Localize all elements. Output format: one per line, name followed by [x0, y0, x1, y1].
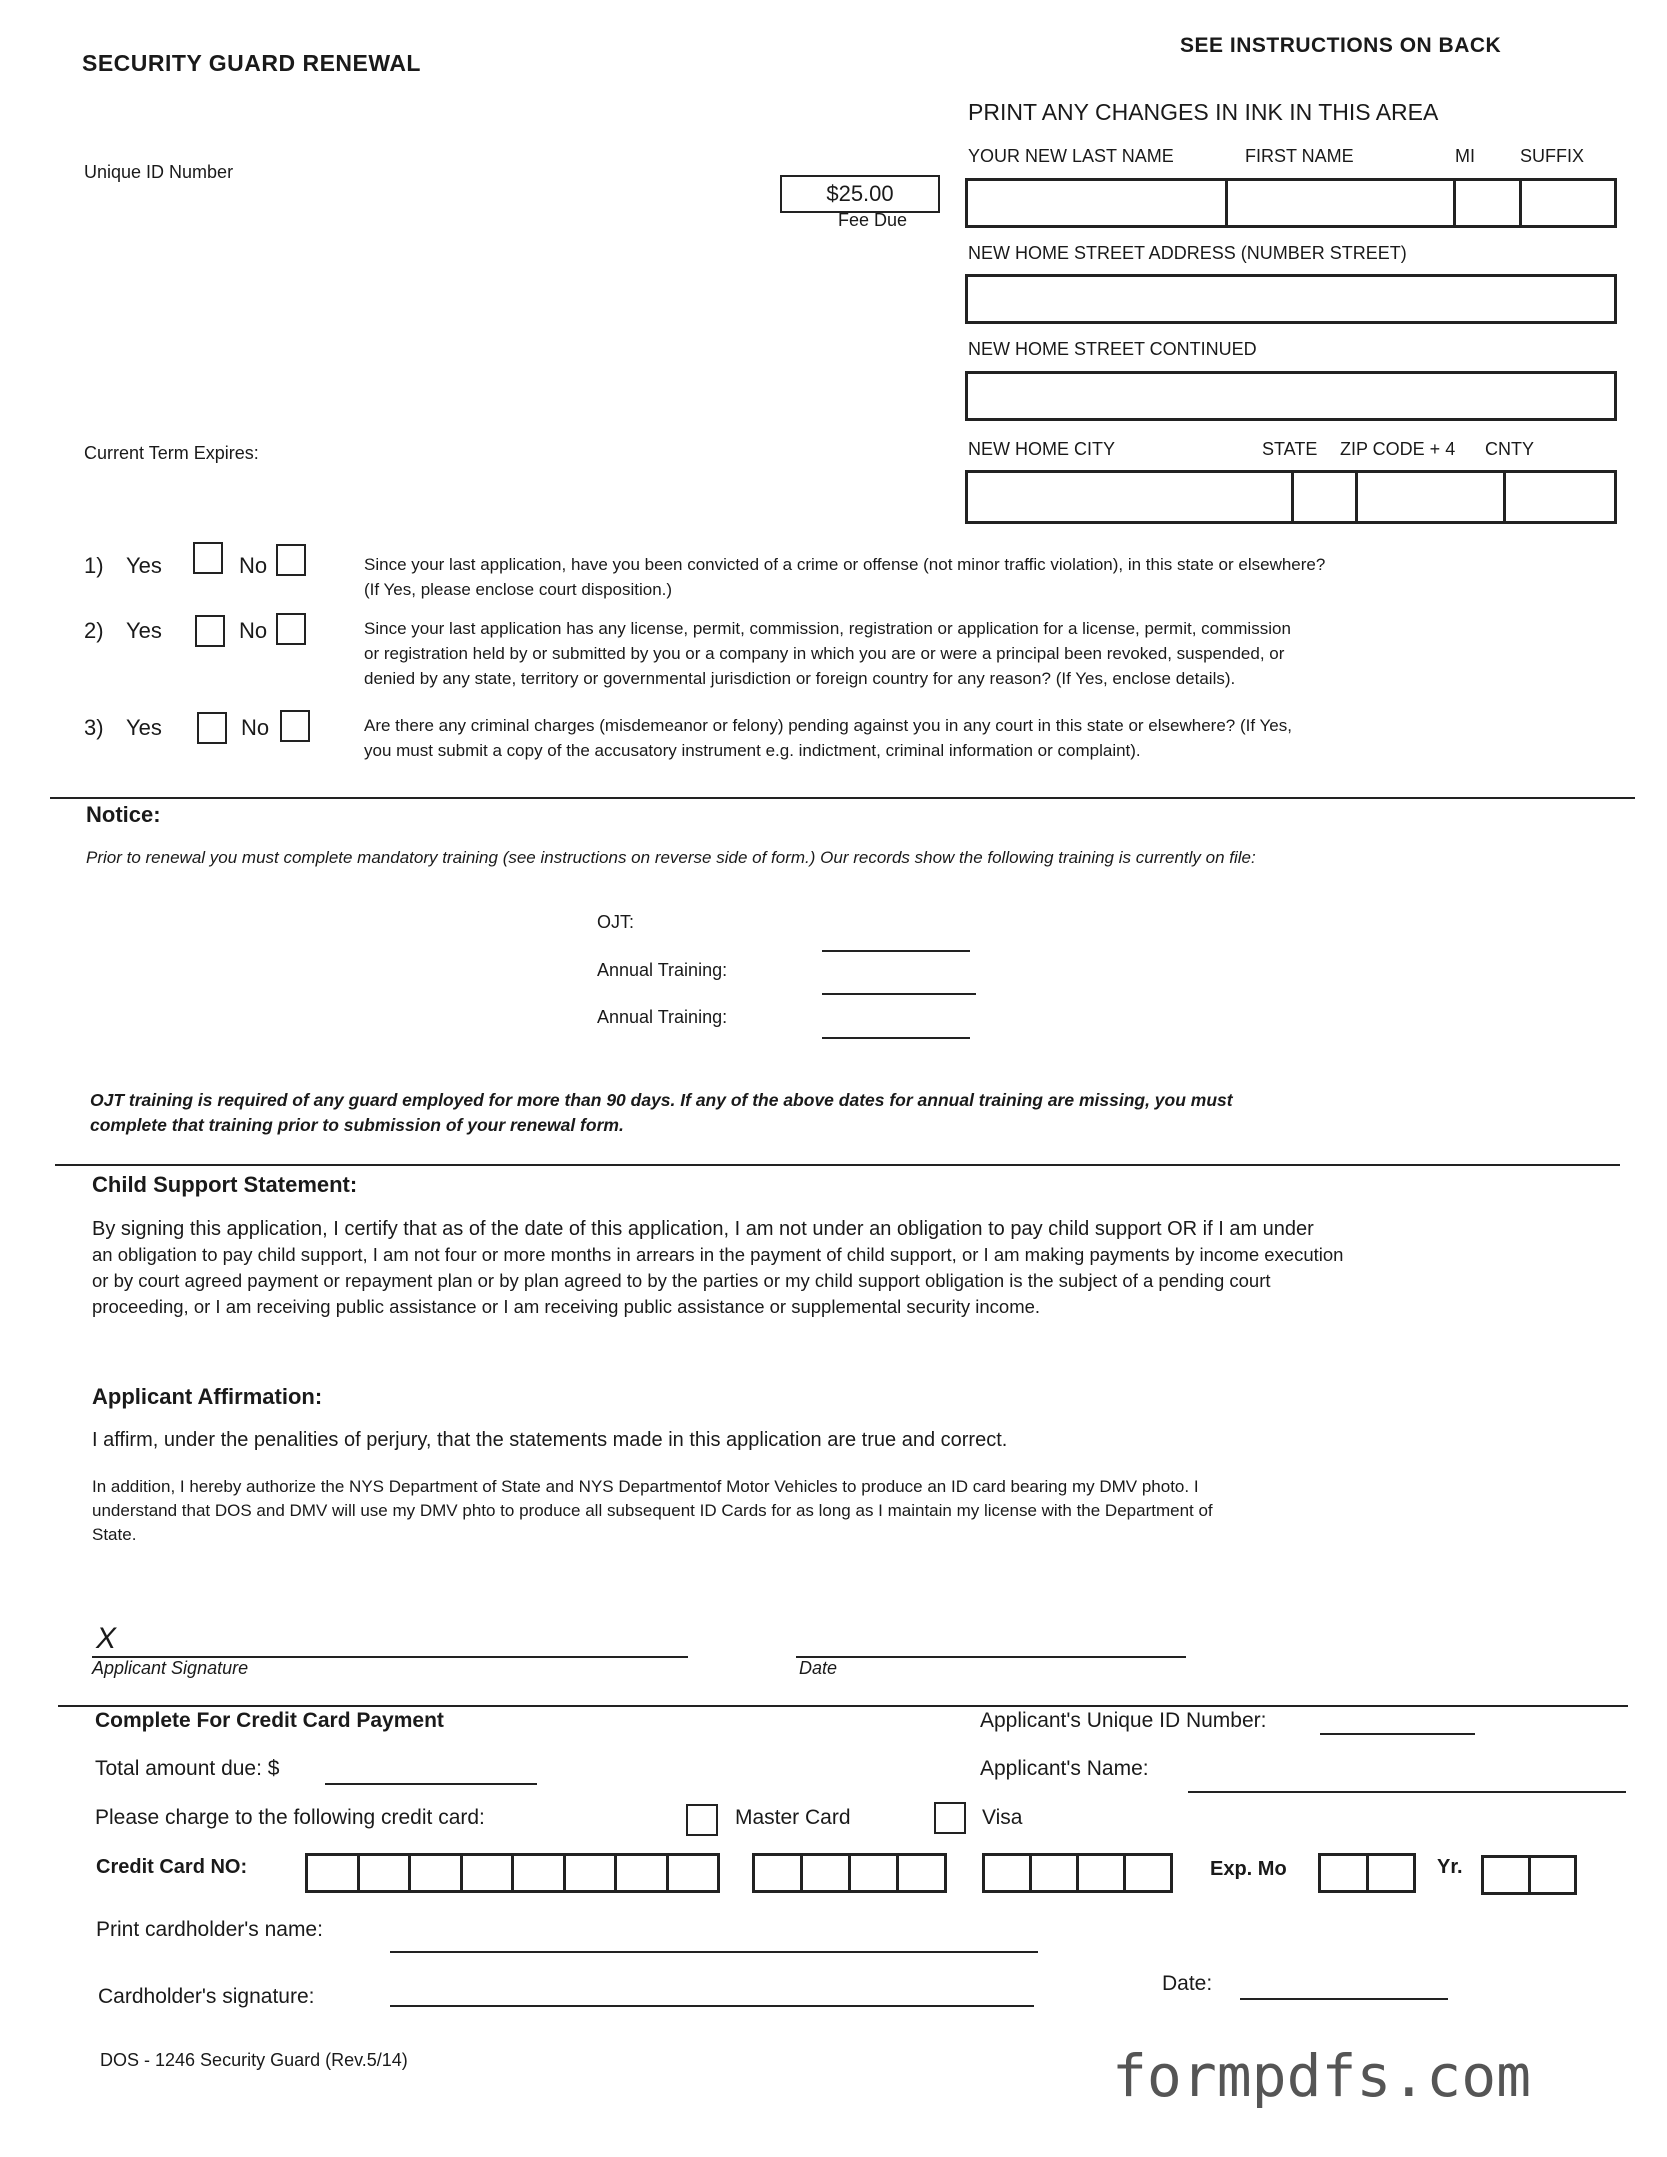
first-name-input[interactable] [1228, 181, 1456, 225]
question-2-yes-checkbox[interactable] [195, 615, 225, 647]
cardholder-signature-label: Cardholder's signature: [98, 1985, 315, 2008]
exp-month-label: Exp. Mo [1210, 1858, 1287, 1880]
city-input[interactable] [968, 473, 1294, 521]
cnty-label: CNTY [1485, 439, 1534, 459]
affirmation-statement: I affirm, under the penalities of perjury, that the statements made in this application are true and correct. [92, 1429, 1008, 1451]
question-3-yes-label: Yes [126, 715, 162, 740]
question-2-line3: denied by any state, territory or governmental jurisdiction or foreign country for any reason? (If Yes, enclose details). [364, 669, 1236, 688]
annual-training-2-line[interactable] [822, 1037, 970, 1039]
question-1-line2: (If Yes, please enclose court disposition.) [364, 580, 673, 599]
mastercard-label: Master Card [735, 1806, 851, 1829]
child-support-heading: Child Support Statement: [92, 1172, 358, 1197]
child-support-line3: or by court agreed payment or repayment plan or by plan agreed to by the parties or my child support obligation is the subject of a pending court [92, 1270, 1271, 1291]
affirmation-authorization [92, 1475, 1612, 1547]
state-label: STATE [1262, 439, 1318, 459]
affirmation-line1: In addition, I hereby authorize the NYS Department of State and NYS Departmentof Motor Vehicles to produce an ID card bearing my DMV photo. I [92, 1477, 1199, 1496]
question-2-num: 2) [84, 618, 104, 643]
street-label: NEW HOME STREET ADDRESS (NUMBER STREET) [968, 243, 1407, 263]
payment-heading: Complete For Credit Card Payment [95, 1709, 444, 1732]
question-2-text [364, 616, 1504, 691]
suffix-input[interactable] [1522, 181, 1614, 225]
cc-group-1[interactable] [305, 1853, 720, 1893]
fee-amount: $25.00 [826, 181, 894, 206]
signature-x-mark: X [96, 1622, 117, 1655]
question-1-line1: Since your last application, have you been convicted of a crime or offense (not minor traffic violation), in this state or elsewhere? [364, 555, 1326, 574]
print-cardholder-line[interactable] [390, 1951, 1038, 1953]
street-input[interactable] [965, 274, 1617, 324]
street-cont-label: NEW HOME STREET CONTINUED [968, 339, 1257, 359]
question-1-yes-checkbox[interactable] [193, 542, 223, 574]
date-label: Date [799, 1658, 838, 1678]
cnty-input[interactable] [1506, 473, 1614, 521]
notice-heading: Notice: [86, 802, 161, 827]
question-3-no-label: No [241, 715, 270, 740]
city-fields[interactable] [965, 470, 1617, 524]
divider-3 [58, 1705, 1628, 1707]
affirmation-line2: understand that DOS and DMV will use my DMV phto to produce all subsequent ID Cards for as long as I maintain my license with the Department of [92, 1501, 1213, 1520]
last-name-input[interactable] [968, 181, 1228, 225]
applicant-name-line[interactable] [1188, 1791, 1626, 1793]
payment-date-line[interactable] [1240, 1998, 1448, 2000]
total-amount-label: Total amount due: $ [95, 1757, 280, 1780]
instructions-note: SEE INSTRUCTIONS ON BACK [1180, 34, 1502, 57]
question-3-line2: you must submit a copy of the accusatory instrument e.g. indictment, criminal information or complaint). [364, 741, 1141, 760]
question-3-line1: Are there any criminal charges (misdemeanor or felony) pending against you in any court in this state or elsewhere? (If Yes, [364, 716, 1292, 735]
question-2-no-checkbox[interactable] [276, 613, 306, 645]
ojt-label: OJT: [597, 912, 635, 932]
payment-date-label: Date: [1162, 1972, 1213, 1995]
fee-box [780, 175, 940, 213]
last-name-label: YOUR NEW LAST NAME [968, 146, 1174, 166]
first-name-label: FIRST NAME [1245, 146, 1354, 166]
visa-label: Visa [982, 1806, 1023, 1829]
annual-training-1-line[interactable] [822, 993, 976, 995]
credit-card-label: Credit Card NO: [96, 1856, 248, 1878]
question-1-text [364, 552, 1504, 602]
form-id: DOS - 1246 Security Guard (Rev.5/14) [100, 2050, 408, 2070]
watermark: formpdfs.com [1112, 2042, 1532, 2110]
term-expires-label: Current Term Expires: [84, 443, 259, 463]
ojt-warning-line1: OJT training is required of any guard employed for more than 90 days. If any of the above dates for annual training are missing, you must [90, 1090, 1233, 1110]
exp-year-label: Yr. [1437, 1856, 1463, 1878]
zip-input[interactable] [1358, 473, 1506, 521]
cc-group-2[interactable] [752, 1853, 947, 1893]
applicant-name-label: Applicant's Name: [980, 1757, 1149, 1780]
annual-training-1-label: Annual Training: [597, 960, 728, 980]
print-cardholder-label: Print cardholder's name: [96, 1918, 323, 1941]
question-3-num: 3) [84, 715, 104, 740]
child-support-line2: an obligation to pay child support, I am not four or more months in arrears in the payment of child support, or I am making payments by income execution [92, 1244, 1344, 1265]
exp-month-boxes[interactable] [1318, 1853, 1416, 1893]
visa-checkbox[interactable] [934, 1802, 966, 1834]
annual-training-2-label: Annual Training: [597, 1007, 728, 1027]
question-3-yes-checkbox[interactable] [197, 712, 227, 744]
name-fields[interactable] [965, 178, 1617, 228]
question-3-text [364, 713, 1504, 763]
ojt-line[interactable] [822, 950, 970, 952]
changes-heading: PRINT ANY CHANGES IN INK IN THIS AREA [968, 99, 1439, 125]
affirmation-line3: State. [92, 1525, 137, 1544]
question-3-no-checkbox[interactable] [280, 710, 310, 742]
unique-id-label: Unique ID Number [84, 162, 234, 182]
mi-label: MI [1455, 146, 1475, 166]
child-support-line1: By signing this application, I certify that as of the date of this application, I am not under an obligation to pay child support OR if I am under [92, 1218, 1314, 1240]
ojt-warning [90, 1088, 1233, 1138]
question-2-yes-label: Yes [126, 618, 162, 643]
state-input[interactable] [1294, 473, 1358, 521]
question-2-no-label: No [239, 618, 268, 643]
street-cont-input[interactable] [965, 371, 1617, 421]
question-1-num: 1) [84, 553, 104, 578]
notice-text: Prior to renewal you must complete mandatory training (see instructions on reverse side of form.) Our records show the following training is currently on file: [86, 848, 1256, 867]
ojt-warning-line2: complete that training prior to submission of your renewal form. [90, 1115, 624, 1135]
cc-group-3[interactable] [982, 1853, 1173, 1893]
form-title: SECURITY GUARD RENEWAL [82, 50, 421, 76]
affirmation-heading: Applicant Affirmation: [92, 1384, 323, 1409]
exp-year-boxes[interactable] [1481, 1855, 1577, 1895]
child-support-line4: proceeding, or I am receiving public assistance or I am receiving public assistance or supplemental security income. [92, 1296, 1041, 1317]
applicant-uid-label: Applicant's Unique ID Number: [980, 1709, 1267, 1732]
mi-input[interactable] [1456, 181, 1522, 225]
child-support-text [92, 1216, 1612, 1320]
total-amount-line[interactable] [325, 1783, 537, 1785]
charge-card-label: Please charge to the following credit card: [95, 1806, 485, 1829]
date-line[interactable] [796, 1656, 1186, 1658]
question-2-line1: Since your last application has any license, permit, commission, registration or application for a license, permit, commission [364, 619, 1291, 638]
divider-2 [55, 1164, 1620, 1166]
applicant-signature-label: Applicant Signature [92, 1658, 249, 1678]
question-1-no-checkbox[interactable] [276, 544, 306, 576]
question-2-line2: or registration held by or submitted by you or a company in which you are or were a principal been revoked, suspended, or [364, 644, 1285, 663]
cardholder-signature-line[interactable] [390, 2005, 1034, 2007]
divider-1 [50, 797, 1635, 799]
question-1-no-label: No [239, 553, 268, 578]
mastercard-checkbox[interactable] [686, 1804, 718, 1836]
question-1-yes-label: Yes [126, 553, 162, 578]
zip-label: ZIP CODE + 4 [1340, 439, 1456, 459]
fee-label: Fee Due [838, 210, 908, 230]
suffix-label: SUFFIX [1520, 146, 1585, 166]
applicant-uid-line[interactable] [1320, 1733, 1475, 1735]
city-label: NEW HOME CITY [968, 439, 1115, 459]
